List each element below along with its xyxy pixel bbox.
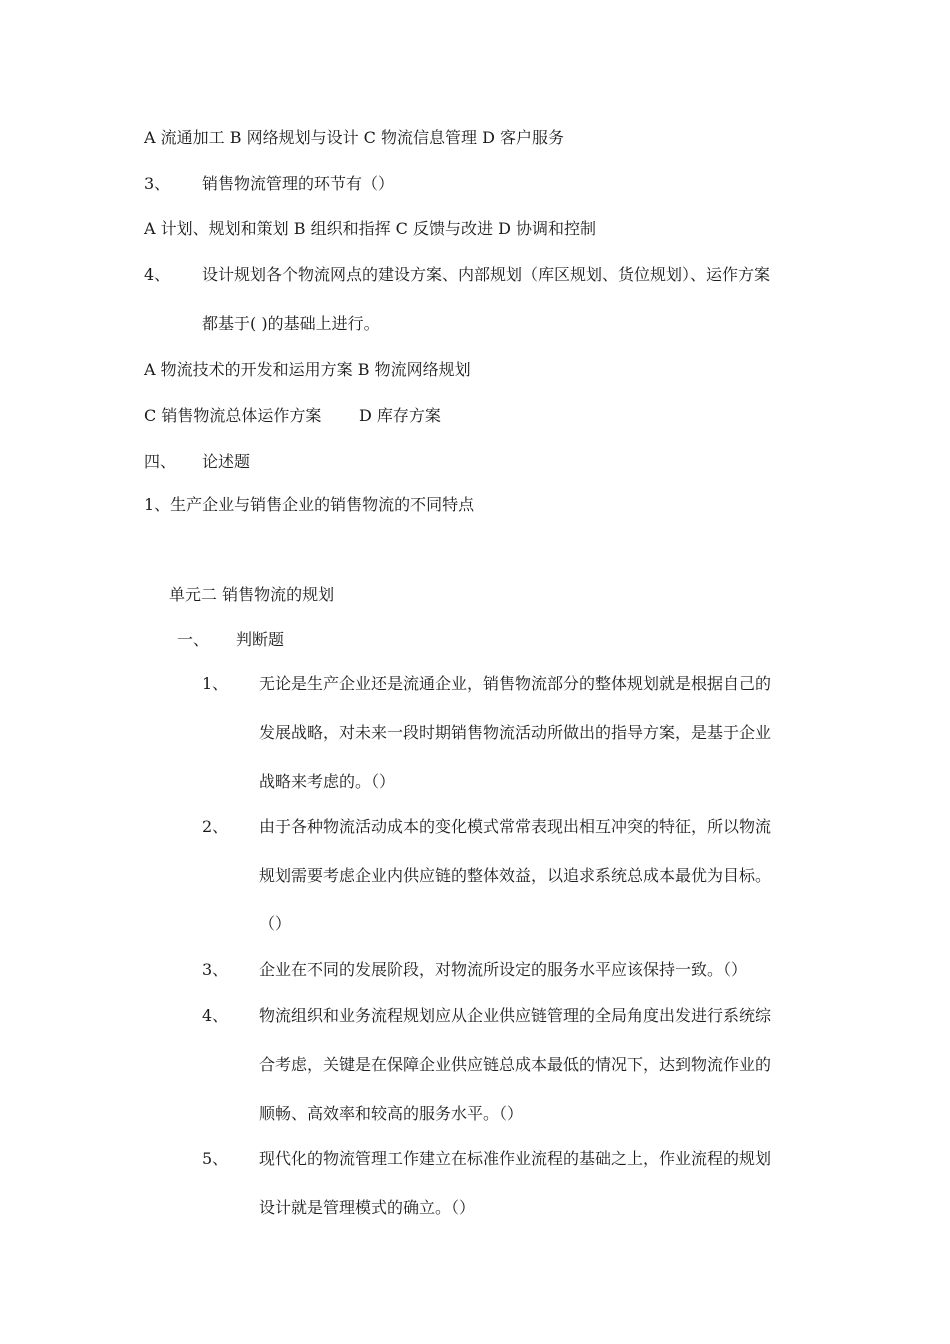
tf-item-5-line2: 设计就是管理模式的确立。（） <box>259 1198 476 1217</box>
q4-option-d: D 库存方案 <box>359 406 441 425</box>
section4-item1: 1、生产企业与销售企业的销售物流的不同特点 <box>144 495 475 514</box>
tf-item-4-line2: 合考虑，关键是在保障企业供应链总成本最低的情况下，达到物流作业的 <box>259 1055 772 1074</box>
q4-text-line1: 设计规划各个物流网点的建设方案、内部规划（库区规划、货位规划）、运作方案 <box>202 265 771 284</box>
tf-item-2-line3: （） <box>259 914 292 933</box>
unit2-section1-number: 一、 <box>177 630 210 649</box>
q4-text-line2: 都基于( )的基础上进行。 <box>202 314 380 333</box>
q3-options: A 计划、规划和策划 B 组织和指挥 C 反馈与改进 D 协调和控制 <box>144 219 596 238</box>
section4-number: 四、 <box>144 452 177 471</box>
section4-title: 论述题 <box>202 452 251 471</box>
tf-item-5-number: 5、 <box>202 1149 229 1168</box>
tf-item-3-line1: 企业在不同的发展阶段，对物流所设定的服务水平应该保持一致。（） <box>259 960 748 979</box>
q4-option-c: C 销售物流总体运作方案 <box>144 406 322 425</box>
unit2-title: 单元二 销售物流的规划 <box>169 585 335 604</box>
tf-item-1-number: 1、 <box>202 674 229 693</box>
unit2-section1-title: 判断题 <box>236 630 285 649</box>
q4-option-a-b: A 物流技术的开发和运用方案 B 物流网络规划 <box>144 360 471 379</box>
tf-item-1-line3: 战略来考虑的。（） <box>259 772 396 791</box>
tf-item-4-number: 4、 <box>202 1006 229 1025</box>
tf-item-2-line2: 规划需要考虑企业内供应链的整体效益，以追求系统总成本最优为目标。 <box>259 866 772 885</box>
q2-options: A 流通加工 B 网络规划与设计 C 物流信息管理 D 客户服务 <box>144 128 564 147</box>
q4-number: 4、 <box>144 265 171 284</box>
tf-item-1-line2: 发展战略，对未来一段时期销售物流活动所做出的指导方案，是基于企业 <box>259 723 772 742</box>
tf-item-4-line1: 物流组织和业务流程规划应从企业供应链管理的全局角度出发进行系统综 <box>259 1006 772 1025</box>
tf-item-2-line1: 由于各种物流活动成本的变化模式常常表现出相互冲突的特征，所以物流 <box>259 817 772 836</box>
tf-item-5-line1: 现代化的物流管理工作建立在标准作业流程的基础之上，作业流程的规划 <box>259 1149 772 1168</box>
tf-item-1-line1: 无论是生产企业还是流通企业，销售物流部分的整体规划就是根据自己的 <box>259 674 772 693</box>
tf-item-4-line3: 顺畅、高效率和较高的服务水平。（） <box>259 1104 524 1123</box>
tf-item-2-number: 2、 <box>202 817 229 836</box>
q3-text: 销售物流管理的环节有（） <box>202 174 395 193</box>
q3-number: 3、 <box>144 174 171 193</box>
tf-item-3-number: 3、 <box>202 960 229 979</box>
